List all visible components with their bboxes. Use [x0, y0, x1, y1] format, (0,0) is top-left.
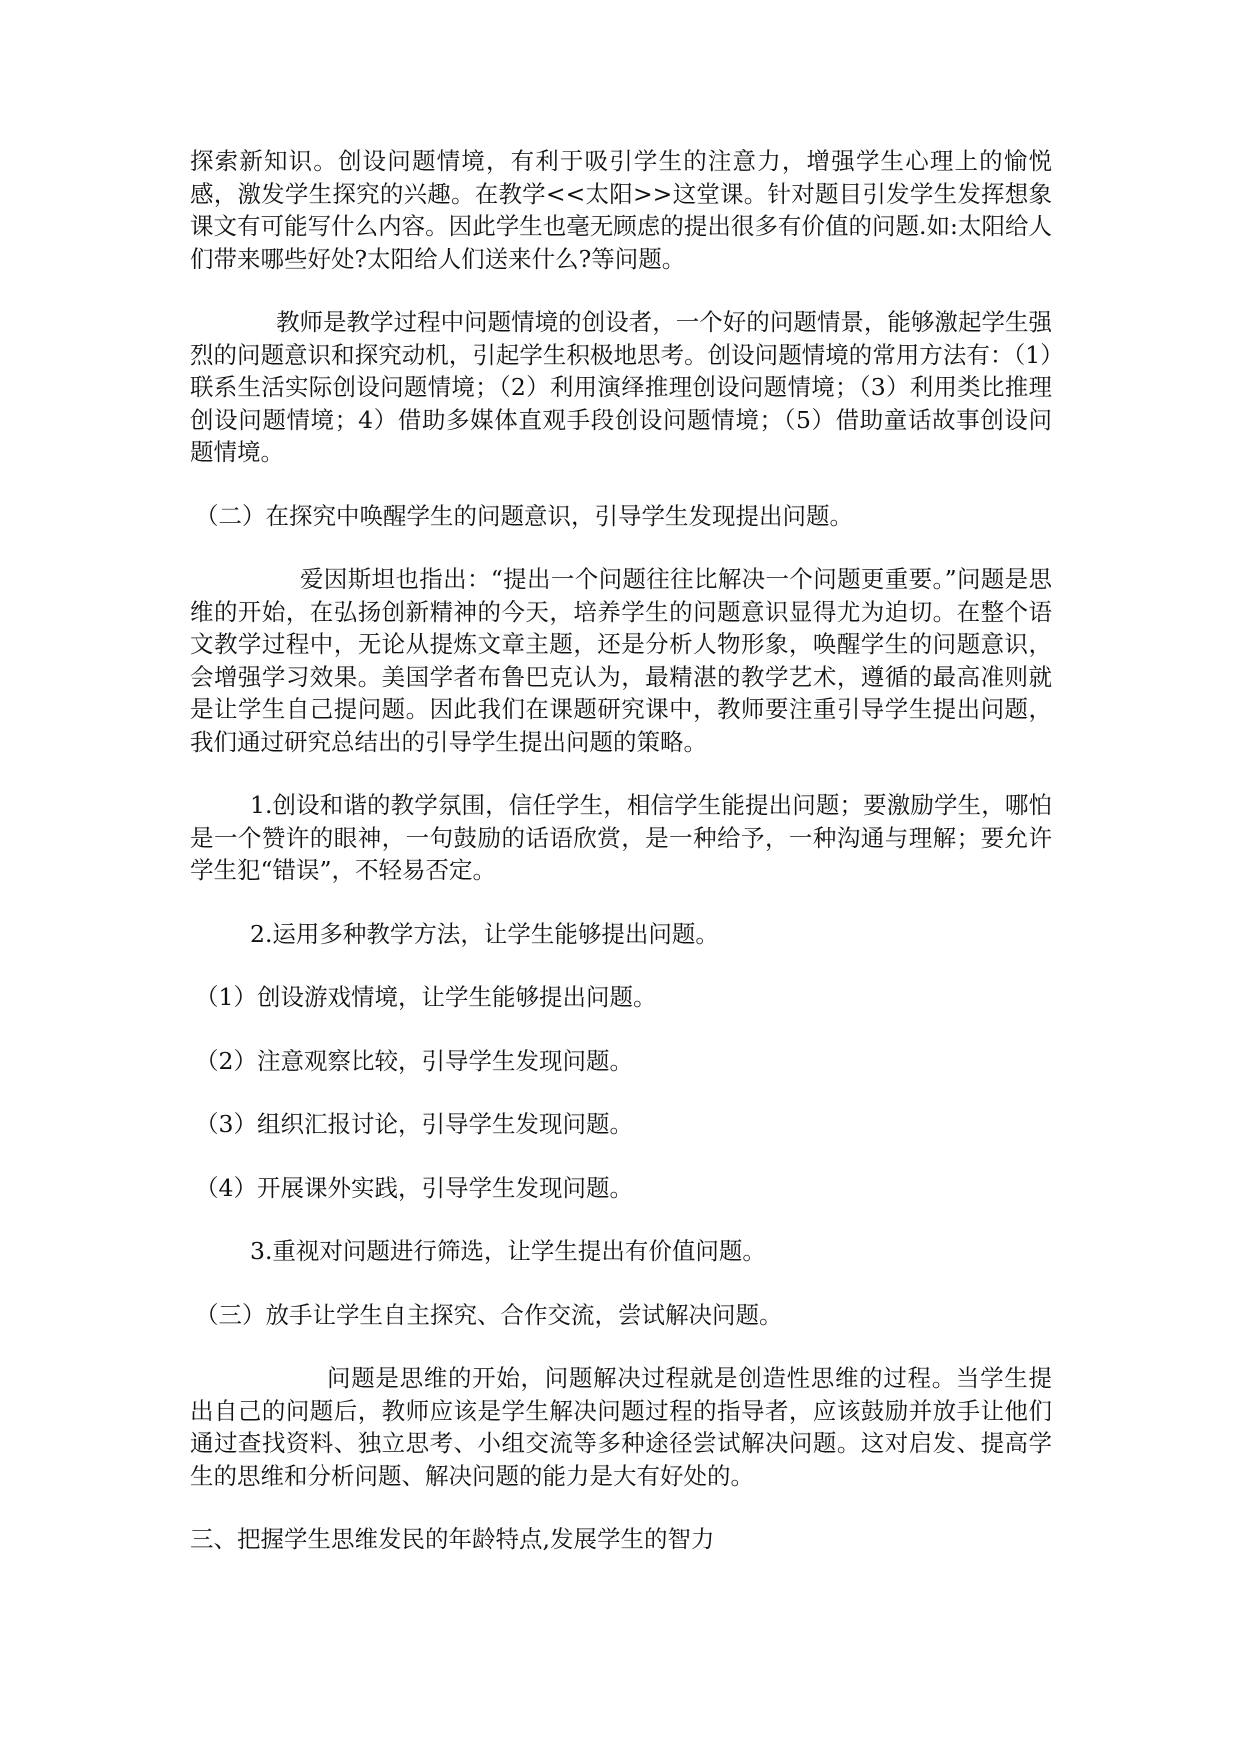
section-heading-3: （三）放手让学生自主探究、合作交流，尝试解决问题。	[195, 1300, 783, 1329]
paragraph-problem-solving: 问题是思维的开始，问题解决过程就是创造性思维的过程。当学生提出自己的问题后，教师应该是学生解决问题过程的指导者，应该鼓励并放手让他们通过查找资料、独立思考、小组交流等多种途径尝试解决问题。这对启发、提高学生的思维和分析问题、解决问题的能力是大有好处的。	[190, 1364, 1052, 1490]
sub-item-3: （3）组织汇报讨论，引导学生发现问题。	[195, 1110, 633, 1138]
paragraph-teacher-role: 教师是教学过程中问题情境的创设者，一个好的问题情景，能够激起学生强烈的问题意识和探究动机，引起学生积极地思考。创设问题情境的常用方法有：（1）联系生活实际创设问题情境；（2）利用演绎推理创设问题情境；（3）利用类比推理创设问题情境；4）借助多媒体直观手段创设问题情境；（5）借助童话故事创设问题情境。	[190, 308, 1052, 466]
document-body	[190, 145, 1052, 1587]
paragraph-intro: 探索新知识。创设问题情境，有利于吸引学生的注意力，增强学生心理上的愉悦感，激发学生探究的兴趣。在教学<<太阳>>这堂课。针对题目引发学生发挥想象课文有可能写什么内容。因此学生也毫无顾虑的提出很多有价值的问题.如:太阳给人们带来哪些好处?太阳给人们送来什么?等问题。	[190, 147, 1052, 273]
list-item-2: 2.运用多种教学方法，让学生能够提出问题。	[250, 919, 719, 948]
paragraph-einstein: 爱因斯坦也指出：“提出一个问题往往比解决一个问题更重要。”问题是思维的开始，在弘扬创新精神的今天，培养学生的问题意识显得尤为迫切。在整个语文教学过程中，无论从提炼文章主题，还是分析人物形象，唤醒学生的问题意识，会增强学习效果。美国学者布鲁巴克认为，最精湛的教学艺术，遵循的最高准则就是让学生自己提问题。因此我们在课题研究课中，教师要注重引导学生提出问题，我们通过研究总结出的引导学生提出问题的策略。	[190, 565, 1052, 756]
sub-item-4: （4）开展课外实践，引导学生发现问题。	[195, 1173, 633, 1202]
sub-item-2: （2）注意观察比较，引导学生发现问题。	[195, 1046, 633, 1075]
list-item-3: 3.重视对问题进行筛选，让学生提出有价值问题。	[250, 1237, 766, 1265]
section-heading-2: （二）在探究中唤醒学生的问题意识，引导学生发现提出问题。	[195, 501, 853, 530]
chapter-heading-3: 三、把握学生思维发民的年龄特点,发展学生的智力	[190, 1525, 715, 1553]
list-item-1: 1.创设和谐的教学氛围，信任学生，相信学生能提出问题；要激励学生，哪怕是一个赞许的眼神，一句鼓励的话语欣赏，是一种给予，一种沟通与理解；要允许学生犯“错误”，不轻易否定。	[190, 791, 1052, 884]
sub-item-1: （1）创设游戏情境，让学生能够提出问题。	[195, 983, 657, 1011]
